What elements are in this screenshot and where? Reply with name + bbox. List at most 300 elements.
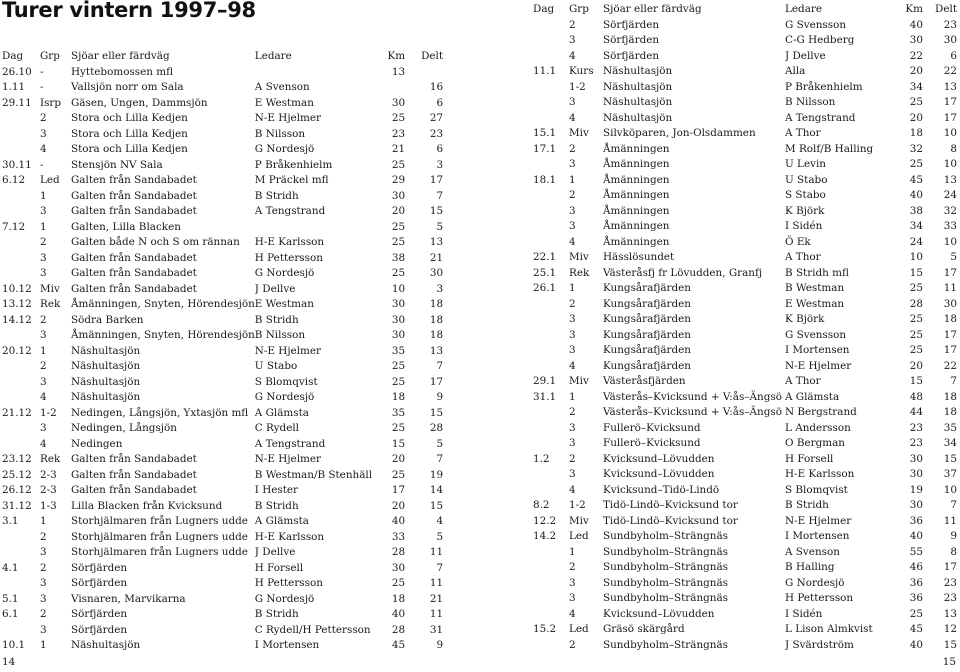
cell-sjoar: Sörfjärden [603, 34, 660, 46]
cell-delt: 21 [429, 251, 444, 264]
cell-delt: 35 [943, 421, 957, 434]
cell-delt: 9 [436, 391, 444, 403]
cell-grp: Miv [40, 282, 60, 295]
cell-sjoar: Åmänningen [603, 158, 670, 170]
table-row [2, 80, 443, 96]
cell-grp: 1-2 [569, 499, 586, 511]
cell-delt: 11 [943, 514, 957, 527]
cell-sjoar: Galten både N och S om rännan [71, 236, 240, 248]
cell-km: 30 [391, 561, 406, 574]
cell-km: 21 [391, 143, 406, 155]
cell-km: 20 [391, 499, 406, 512]
cell-dag: 1.2 [533, 452, 550, 465]
cell-dag [2, 328, 40, 344]
cell-km: 18 [391, 391, 406, 403]
table-row [2, 592, 443, 608]
cell-dag [2, 545, 40, 561]
col-header-km: Km [905, 3, 923, 15]
page-title: Turer vintern 1997–98 [2, 0, 256, 22]
cell-ledare: A Thor [785, 127, 821, 139]
cell-km: 25 [909, 158, 923, 170]
cell-dag: 1.11 [2, 81, 26, 93]
col-header-ledare: Ledare [785, 3, 823, 15]
table-row [2, 189, 443, 205]
cell-sjoar: Nedingen, Långsjön, Yxtasjön mfl [71, 406, 249, 419]
col-header-dag: Dag [533, 3, 555, 15]
cell-ledare: L Lison Almkvist [785, 623, 873, 635]
cell-dag [2, 390, 40, 406]
cell-ledare: J Dellve [785, 49, 826, 62]
cell-grp: Miv [569, 127, 589, 139]
cell-ledare: G Nordesjö [254, 391, 315, 403]
cell-km: 20 [909, 65, 923, 77]
cell-delt: 6 [436, 143, 444, 155]
cell-ledare: H Pettersson [254, 251, 323, 264]
cell-dag: 26.1 [533, 282, 557, 294]
cell-sjoar: Hyttebomossen mfl [71, 65, 174, 78]
cell-grp: Miv [569, 375, 589, 387]
cell-ledare: A Tengstrand [254, 437, 326, 450]
cell-ledare: B Stridh mfl [785, 266, 849, 279]
cell-delt: 5 [436, 220, 444, 233]
cell-km: 30 [391, 313, 406, 326]
cell-dag [2, 111, 40, 127]
cell-delt: 17 [943, 328, 957, 341]
cell-sjoar: Västerås–Kvicksund + V:ås–Ängsö [603, 390, 782, 403]
cell-dag [533, 33, 569, 49]
cell-sjoar: Kungsårafjärden [603, 313, 691, 325]
cell-dag [533, 421, 569, 437]
cell-dag: 31.1 [533, 390, 557, 403]
cell-delt [405, 65, 443, 81]
cell-ledare: L Andersson [785, 421, 851, 434]
cell-ledare: C-G Hedberg [785, 34, 855, 46]
col-header-sjoar: Sjöar eller färdväg [71, 50, 170, 62]
cell-delt: 22 [943, 65, 957, 77]
cell-dag [533, 18, 569, 34]
cell-dag: 10.1 [2, 639, 26, 651]
cell-ledare: N-E Hjelmer [254, 112, 321, 124]
cell-km: 23 [909, 437, 923, 449]
cell-dag [533, 235, 569, 251]
cell-sjoar: Sörfjärden [71, 577, 128, 589]
cell-delt: 30 [943, 297, 957, 310]
cell-dag: 3.1 [2, 515, 19, 527]
cell-km: 20 [909, 359, 923, 372]
table-row [2, 282, 443, 298]
cell-sjoar: Åmänningen [603, 173, 670, 186]
cell-grp: 3 [40, 127, 47, 140]
cell-grp: 3 [569, 421, 576, 434]
table-row [2, 561, 443, 577]
cell-sjoar: Kungsårafjärden [603, 328, 691, 341]
cell-grp: 3 [569, 96, 576, 108]
cell-dag: 30.11 [2, 158, 32, 171]
table-row [533, 18, 957, 34]
cell-km [372, 80, 405, 96]
cell-dag [2, 235, 40, 251]
cell-delt: 8 [950, 142, 957, 155]
cell-ledare [255, 65, 372, 81]
cell-grp: 4 [569, 49, 576, 62]
cell-km: 25 [909, 344, 923, 356]
cell-grp: 1 [40, 189, 47, 202]
cell-delt: 17 [429, 174, 444, 186]
cell-km: 25 [909, 282, 923, 294]
cell-km: 22 [909, 49, 923, 62]
cell-km: 36 [909, 514, 923, 527]
cell-km: 30 [909, 452, 923, 465]
cell-dag [533, 545, 569, 561]
cell-sjoar: Kvicksund–Lövudden [603, 452, 715, 465]
cell-km: 32 [909, 142, 923, 155]
cell-sjoar: Västeråsfj fr Lövudden, Granfj [603, 266, 763, 279]
cell-km: 30 [909, 468, 923, 480]
cell-km: 25 [391, 375, 406, 388]
cell-ledare: U Stabo [254, 360, 298, 372]
cell-sjoar: Västerås–Kvicksund + V:ås–Ängsö [603, 406, 782, 418]
cell-delt: 10 [943, 235, 957, 248]
cell-dag: 20.12 [2, 344, 32, 357]
cell-grp: 4 [569, 483, 576, 496]
cell-ledare: P Bråkenhielm [254, 158, 333, 171]
table-header-row [2, 49, 443, 65]
cell-km: 10 [909, 251, 923, 263]
cell-sjoar: Storhjälmaren från Lugners udde [71, 546, 248, 558]
cell-ledare: S Blomqvist [785, 483, 848, 496]
cell-sjoar: Sörfjärden [71, 561, 128, 574]
cell-dag: 7.12 [2, 220, 26, 233]
cell-grp: 3 [569, 220, 576, 232]
cell-ledare: U Stabo [785, 173, 828, 186]
cell-sjoar: Sundbyholm–Strängnäs [603, 561, 729, 573]
cell-grp: 3 [40, 329, 47, 341]
cell-delt: 13 [429, 344, 444, 357]
cell-km: 20 [909, 111, 923, 124]
cell-delt: 37 [943, 468, 957, 480]
cell-sjoar: Kvicksund–Tidö-Lindö [603, 483, 720, 496]
cell-ledare: H Forsell [785, 452, 834, 465]
cell-ledare: B Halling [785, 561, 835, 573]
table-row [2, 344, 443, 360]
cell-sjoar: Sundbyholm–Strängnäs [603, 592, 729, 604]
cell-ledare: N-E Hjelmer [254, 453, 321, 465]
cell-sjoar: Södra Barken [71, 313, 144, 326]
cell-km: 34 [909, 80, 923, 93]
cell-km: 15 [909, 266, 923, 279]
cell-grp: 2 [569, 142, 576, 155]
col-header-grp: Grp [569, 3, 589, 15]
cell-grp: 4 [40, 143, 47, 155]
cell-grp: 2 [569, 452, 576, 465]
cell-delt: 23 [943, 592, 957, 604]
cell-ledare: J Svärdström [785, 638, 854, 651]
cell-ledare: B Westman/B Stenhäll [254, 468, 373, 481]
cell-km: 30 [391, 298, 406, 310]
cell-km: 25 [909, 313, 923, 325]
cell-delt: 11 [943, 282, 957, 294]
col-header-ledare: Ledare [254, 50, 292, 62]
cell-delt: 15 [943, 638, 957, 651]
cell-sjoar: Galten från Sandabadet [71, 189, 197, 202]
cell-delt: 9 [950, 530, 957, 542]
cell-grp: 1 [40, 344, 47, 357]
cell-grp: Isrp [40, 96, 62, 109]
cell-sjoar: Näshultasjön [71, 391, 141, 403]
cell-delt: 34 [943, 437, 957, 449]
table-row [2, 576, 443, 592]
cell-km: 10 [391, 282, 406, 295]
cell-delt: 7 [436, 189, 444, 202]
cell-delt: 11 [429, 577, 444, 589]
cell-delt: 22 [943, 359, 957, 372]
cell-ledare: B Stridh [254, 189, 299, 202]
cell-ledare: G Nordesjö [254, 267, 315, 279]
cell-ledare: A Svenson [785, 545, 840, 558]
cell-ledare: Alla [785, 65, 806, 77]
cell-ledare: P Bråkenhielm [785, 80, 863, 93]
cell-sjoar: Kvicksund–Lövudden [603, 468, 715, 480]
table-row [533, 467, 957, 483]
table-row [2, 468, 443, 484]
cell-ledare: E Westman [785, 297, 845, 310]
cell-grp: 2 [569, 406, 576, 418]
cell-delt: 17 [429, 375, 444, 388]
cell-delt: 27 [429, 112, 444, 124]
cell-grp: Miv [569, 514, 589, 527]
cell-dag: 6.12 [2, 174, 26, 186]
cell-grp: 4 [569, 111, 576, 124]
cell-grp: 3 [40, 422, 47, 434]
cell-ledare: H-E Karlsson [785, 468, 855, 480]
cell-km: 25 [909, 328, 923, 341]
cell-delt: 7 [950, 375, 957, 387]
cell-ledare: C Rydell [254, 422, 299, 434]
cell-delt: 16 [429, 81, 444, 93]
cell-sjoar: Visnaren, Marvikarna [71, 592, 186, 605]
table-header-row [533, 2, 957, 18]
cell-ledare: B Stridh [254, 499, 299, 512]
cell-delt: 17 [943, 561, 957, 573]
cell-sjoar: Gäsen, Ungen, Dammsjön [71, 96, 208, 109]
table-row [533, 126, 957, 142]
cell-sjoar: Näshultasjön [71, 375, 141, 388]
table-row [533, 111, 957, 127]
cell-dag [533, 157, 569, 173]
cell-grp: 2 [40, 236, 47, 248]
cell-grp: 1 [40, 220, 47, 233]
cell-dag: 18.1 [533, 173, 557, 186]
cell-delt: 5 [950, 251, 957, 263]
cell-km: 30 [909, 34, 923, 46]
cell-grp: 1 [569, 390, 576, 403]
cell-grp: Miv [569, 251, 589, 263]
col-header-dag: Dag [2, 50, 24, 62]
table-row [533, 33, 957, 49]
cell-dag [533, 560, 569, 576]
cell-dag [533, 49, 569, 65]
cell-km: 25 [909, 96, 923, 108]
cell-delt: 3 [436, 158, 444, 171]
cell-sjoar: Näshultasjön [603, 96, 673, 108]
cell-grp: 1 [40, 639, 47, 651]
cell-dag: 31.12 [2, 499, 32, 512]
table-row [2, 483, 443, 499]
cell-grp: 3 [40, 267, 47, 279]
table-row [2, 623, 443, 639]
table-row [2, 220, 443, 236]
cell-km: 33 [391, 530, 406, 543]
cell-dag: 21.12 [2, 406, 32, 419]
cell-km: 15 [391, 437, 406, 450]
cell-sjoar: Tidö-Lindö–Kvicksund tor [603, 514, 738, 527]
cell-sjoar: Kungsårafjärden [603, 282, 691, 294]
cell-km: 36 [909, 592, 923, 604]
cell-sjoar: Galten från Sandabadet [71, 484, 197, 496]
cell-grp: 3 [40, 623, 47, 636]
cell-ledare: B Stridh [254, 313, 299, 326]
cell-km: 25 [391, 468, 406, 481]
table-row [533, 328, 957, 344]
cell-dag [2, 375, 40, 391]
cell-delt: 23 [429, 127, 444, 140]
cell-delt: 7 [436, 561, 444, 574]
cell-km: 48 [909, 390, 923, 403]
table-row [533, 64, 957, 80]
table-row [533, 297, 957, 313]
cell-delt: 18 [943, 313, 957, 325]
cell-grp: Rek [40, 453, 61, 465]
cell-delt: 5 [436, 437, 444, 450]
cell-delt: 8 [950, 545, 957, 558]
table-row [533, 235, 957, 251]
cell-delt: 15 [429, 205, 444, 217]
cell-sjoar: Åmänningen, Snyten, Hörendesjön [71, 298, 255, 310]
table-row [2, 313, 443, 329]
table-row [533, 514, 957, 530]
cell-sjoar: Sörfjärden [71, 608, 128, 620]
cell-grp: 1-2 [40, 406, 57, 419]
cell-km: 29 [391, 174, 406, 186]
cell-grp: 1 [569, 173, 576, 186]
cell-ledare: A Glämsta [254, 406, 309, 419]
cell-sjoar: Nedingen [71, 437, 123, 450]
cell-dag: 10.12 [2, 282, 32, 295]
cell-km: 30 [391, 189, 406, 202]
cell-sjoar: Åmänningen [603, 204, 670, 217]
cell-dag [533, 219, 569, 235]
cell-grp: 3 [569, 204, 576, 217]
cell-dag [533, 483, 569, 499]
cell-dag: 6.1 [2, 608, 19, 620]
table-row [533, 576, 957, 592]
table-row [2, 328, 443, 344]
cell-grp: 2 [569, 638, 576, 651]
cell-ledare: A Tengstrand [785, 111, 856, 124]
cell-ledare: G Nordesjö [254, 592, 315, 605]
cell-delt: 18 [943, 406, 957, 418]
cell-grp: 1 [40, 515, 47, 527]
cell-ledare: J Dellve [254, 282, 296, 295]
cell-grp: 3 [569, 328, 576, 341]
cell-delt: 13 [943, 80, 957, 93]
cell-ledare: M Präckel mfl [254, 174, 329, 186]
cell-km: 40 [909, 530, 923, 542]
cell-grp: 4 [569, 235, 576, 248]
cell-grp: Led [569, 530, 589, 542]
cell-km: 45 [391, 639, 406, 651]
cell-km: 25 [909, 607, 923, 620]
cell-grp: Rek [569, 266, 590, 279]
cell-dag [2, 359, 40, 375]
cell-dag: 11.1 [533, 65, 557, 77]
cell-dag: 25.12 [2, 468, 32, 481]
cell-dag: 8.2 [533, 499, 550, 511]
cell-km: 30 [909, 499, 923, 511]
cell-km: 28 [391, 546, 406, 558]
cell-grp: 2-3 [40, 484, 57, 496]
cell-delt: 15 [429, 406, 444, 419]
cell-dag [533, 328, 569, 344]
cell-sjoar: Åmänningen [603, 235, 670, 248]
table-row [533, 452, 957, 468]
table-row [2, 204, 443, 220]
cell-sjoar: Stora och Lilla Kedjen [71, 143, 188, 155]
cell-dag: 15.2 [533, 623, 557, 635]
cell-grp: 2 [40, 360, 47, 372]
cell-sjoar: Näshultasjön [71, 639, 141, 651]
cell-delt: 4 [436, 515, 444, 527]
table-row [533, 498, 957, 514]
cell-km: 25 [391, 360, 406, 372]
cell-sjoar: Åmänningen [603, 220, 670, 232]
cell-sjoar: Vallsjön norr om Sala [71, 81, 184, 93]
cell-grp: 4 [569, 359, 576, 372]
cell-ledare: N-E Hjelmer [785, 514, 852, 527]
cell-grp: - [40, 65, 44, 78]
table-row [2, 158, 443, 174]
table-row [533, 281, 957, 297]
cell-grp: 4 [569, 607, 576, 620]
cell-dag: 23.12 [2, 453, 32, 465]
cell-sjoar: Stora och Lilla Kedjen [71, 112, 188, 124]
cell-sjoar: Galten från Sandabadet [71, 282, 197, 295]
cell-dag [533, 343, 569, 359]
cell-ledare: O Bergman [785, 437, 845, 449]
table-row [2, 96, 443, 112]
cell-ledare: C Rydell/H Pettersson [254, 623, 371, 636]
cell-grp: 2 [40, 313, 47, 326]
cell-km: 40 [909, 189, 923, 201]
cell-grp: 3 [569, 437, 576, 449]
cell-grp: 3 [569, 592, 576, 604]
table-row [2, 390, 443, 406]
cell-km: 13 [391, 65, 406, 78]
table-row [533, 188, 957, 204]
cell-km: 35 [391, 406, 406, 419]
table-row [2, 297, 443, 313]
table-row [533, 343, 957, 359]
cell-ledare: N-E Hjelmer [254, 344, 321, 357]
page-number-right: 15 [942, 656, 956, 668]
cell-grp: 2 [569, 561, 576, 573]
cell-dag: 29.1 [533, 375, 557, 387]
cell-dag [533, 188, 569, 204]
cell-dag [2, 127, 40, 143]
cell-delt: 13 [943, 173, 957, 186]
table-row [2, 266, 443, 282]
cell-ledare: E Westman [254, 96, 314, 109]
